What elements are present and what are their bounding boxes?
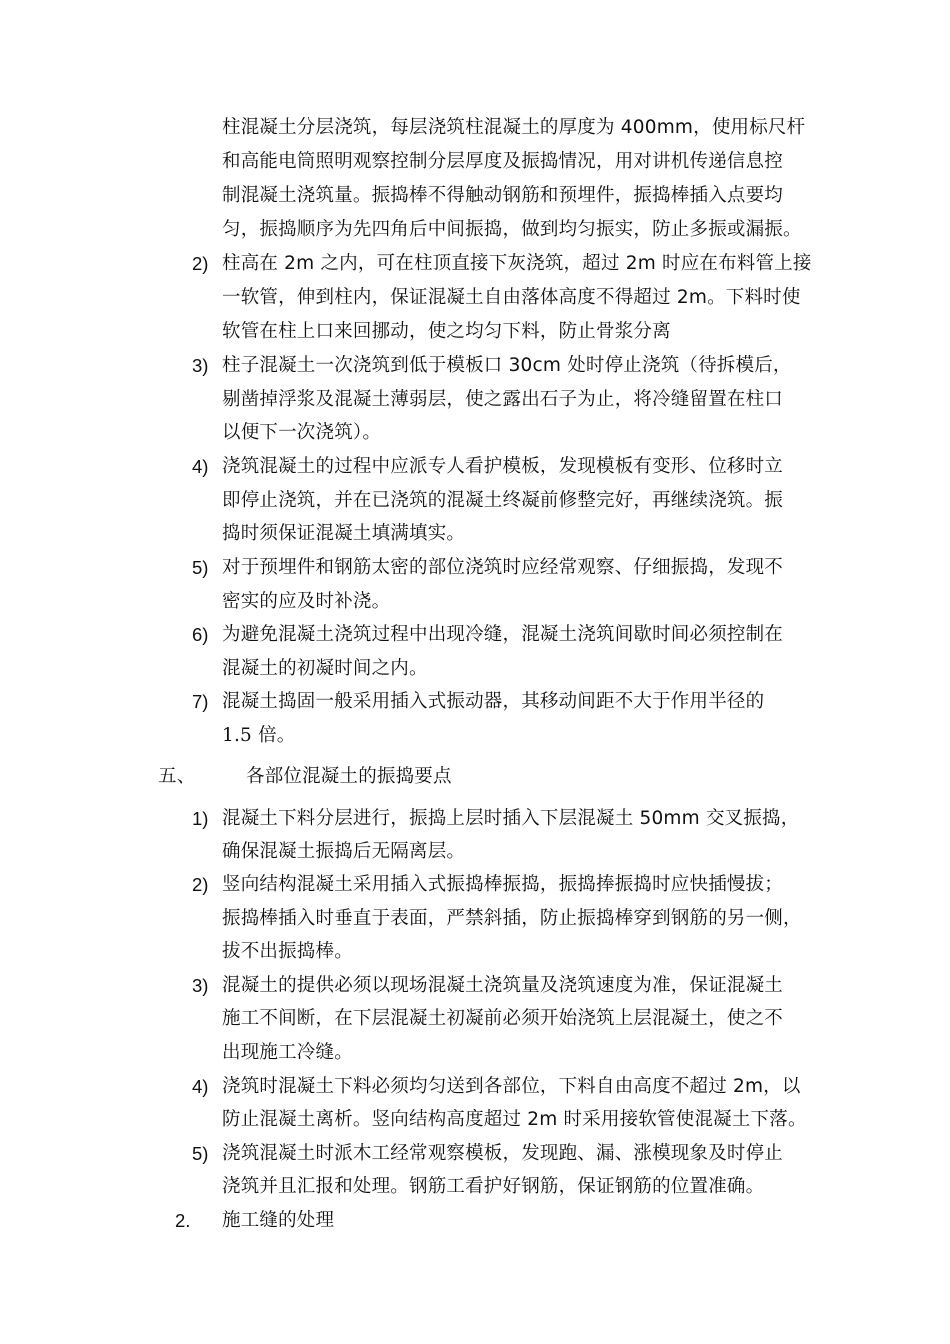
list-item-number: 1)	[192, 808, 209, 829]
list-item-line: 一软管，伸到柱内，保证混凝土自由落体高度不得超过 2m。下料时使	[222, 287, 801, 308]
paragraph-line: 和高能电筒照明观察控制分层厚度及振捣情况，用对讲机传递信息控	[222, 151, 784, 172]
list-item-line: 确保混凝土振捣后无隔离层。	[222, 841, 466, 862]
list-item-line: 密实的应及时补浇。	[222, 591, 391, 612]
list-item-line: 为避免混凝土浇筑过程中出现冷缝，混凝土浇筑间歇时间必须控制在	[222, 624, 784, 645]
subsection-number: 2.	[175, 1210, 191, 1231]
subsection-title: 施工缝的处理	[222, 1210, 335, 1231]
list-item-number: 6)	[192, 624, 209, 645]
list-item-number: 5)	[192, 557, 209, 578]
list-item-line: 振捣棒插入时垂直于表面，严禁斜插，防止振捣棒穿到钢筋的另一侧，	[222, 908, 802, 929]
list-item-number: 5)	[192, 1143, 209, 1164]
paragraph-line: 制混凝土浇筑量。振捣棒不得触动钢筋和预埋件，振捣棒插入点要均	[222, 185, 784, 206]
list-item-number: 4)	[192, 1076, 209, 1097]
list-item-line: 即停止浇筑，并在已浇筑的混凝土终凝前修整完好，再继续浇筑。振	[222, 490, 784, 511]
list-item-line: 出现施工冷缝。	[222, 1042, 353, 1063]
list-item-line: 捣时须保证混凝土填满填实。	[222, 523, 466, 544]
list-item-line: 拔不出振捣棒。	[222, 941, 353, 962]
section-title: 各部位混凝土的振捣要点	[246, 766, 452, 787]
list-item-number: 3)	[192, 975, 209, 996]
list-item-line: 浇筑时混凝土下料必须均匀送到各部位，下料自由高度不超过 2m，以	[222, 1076, 801, 1097]
paragraph-line: 柱混凝土分层浇筑，每层浇筑柱混凝土的厚度为 400mm，使用标尺杆	[222, 117, 806, 138]
list-item-line: 混凝土的提供必须以现场混凝土浇筑量及浇筑速度为准，保证混凝土	[222, 975, 784, 996]
list-item-line: 剔凿掉浮浆及混凝土薄弱层，使之露出石子为止，将冷缝留置在柱口	[222, 389, 784, 410]
list-item-line: 防止混凝土离析。竖向结构高度超过 2m 时采用接软管使混凝土下落。	[222, 1109, 807, 1130]
list-item-number: 4)	[192, 456, 209, 477]
list-item-number: 7)	[192, 691, 209, 712]
paragraph-line: 匀，振捣顺序为先四角后中间振捣，做到均匀振实，防止多振或漏振。	[222, 219, 802, 240]
list-item-line: 浇筑并且汇报和处理。钢筋工看护好钢筋，保证钢筋的位置准确。	[222, 1176, 765, 1197]
list-item-line: 1.5 倍。	[222, 725, 296, 746]
list-item-line: 混凝土捣固一般采用插入式振动器，其移动间距不大于作用半径的	[222, 691, 765, 712]
section-number: 五、	[158, 766, 196, 787]
list-item-line: 柱高在 2m 之内，可在柱顶直接下灰浇筑，超过 2m 时应在布料管上接	[222, 253, 812, 274]
list-item-number: 2)	[192, 874, 209, 895]
list-item-line: 浇筑混凝土时派木工经常观察模板，发现跑、漏、涨模现象及时停止	[222, 1143, 784, 1164]
list-item-line: 柱子混凝土一次浇筑到低于模板口 30cm 处时停止浇筑（待拆模后，	[222, 355, 792, 376]
list-item-line: 施工不间断，在下层混凝土初凝前必须开始浇筑上层混凝土，使之不	[222, 1008, 784, 1029]
list-item-line: 对于预埋件和钢筋太密的部位浇筑时应经常观察、仔细振捣，发现不	[222, 557, 784, 578]
list-item-line: 以便下一次浇筑）。	[222, 422, 382, 443]
list-item-line: 竖向结构混凝土采用插入式振捣棒振捣，振捣捧振捣时应快插慢拔；	[222, 874, 784, 895]
list-item-line: 混凝土的初凝时间之内。	[222, 658, 428, 679]
list-item-number: 2)	[192, 253, 209, 274]
list-item-line: 浇筑混凝土的过程中应派专人看护模板，发现模板有变形、位移时立	[222, 456, 784, 477]
list-item-line: 混凝土下料分层进行，振捣上层时插入下层混凝土 50mm 交叉振捣，	[222, 808, 800, 829]
list-item-number: 3)	[192, 355, 209, 376]
list-item-line: 软管在柱上口来回挪动，使之均匀下料，防止骨浆分离	[222, 321, 671, 342]
